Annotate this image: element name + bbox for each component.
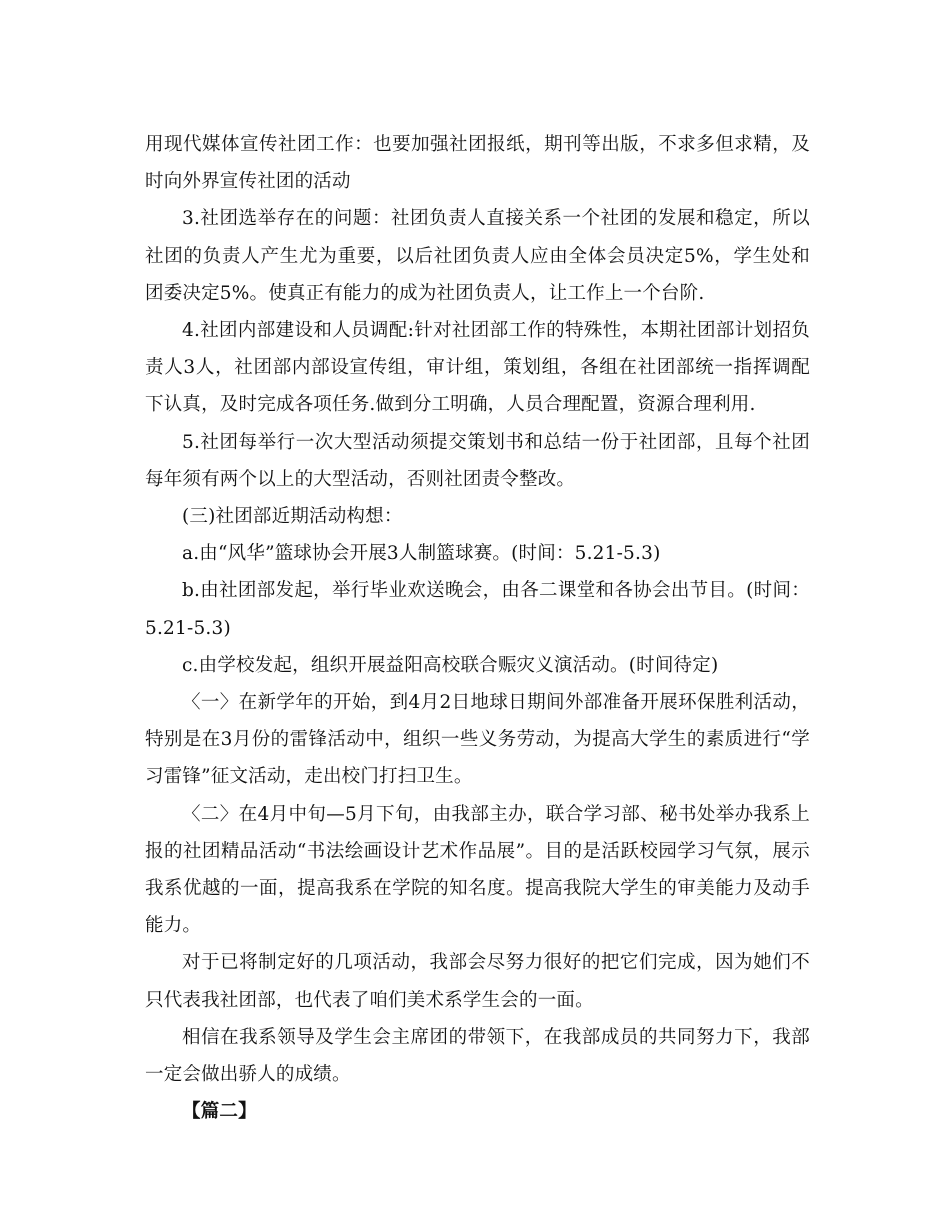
section-title: 【篇二】 — [182, 1101, 257, 1123]
paragraph-section-three: (三)社团部近期活动构想： — [182, 506, 403, 528]
paragraph-item-4: 4.社团内部建设和人员调配:针对社团部工作的特殊性，本期社团部计划招负责人3人，社团部内部设宣传组，审计组，策划组，各组在社团部统一指挥调配下认真，及时完成各项任务.做到分工明确，人员合理配置，资源合理利用. — [145, 320, 810, 416]
paragraph-item-5: 5.社团每举行一次大型活动须提交策划书和总结一份于社团部，且每个社团每年须有两个以上的大型活动，否则社团责令整改。 — [145, 431, 810, 490]
paragraph-item-3: 3.社团选举存在的问题：社团负责人直接关系一个社团的发展和稳定，所以社团的负责人产生尤为重要，以后社团负责人应由全体会员决定5%，学生处和团委决定5%。使真正有能力的成为社团负责人，让工作上一个台阶. — [145, 208, 810, 304]
paragraph-plan-two: 〈二〉在4月中旬—5月下旬，由我部主办，联合学习部、秘书处举办我系上报的社团精品活动“书法绘画设计艺术作品展”。目的是活跃校园学习气氛，展示我系优越的一面，提高我系在学院的知名度。提高我院大学生的审美能力及动手能力。 — [145, 803, 810, 937]
document-body — [145, 126, 810, 1130]
paragraph-activity-c: c.由学校发起，组织开展益阳高校联合赈灾义演活动。(时间待定) — [182, 654, 719, 676]
paragraph-intro: 用现代媒体宣传社团工作：也要加强社团报纸，期刊等出版，不求多但求精，及时向外界宣传社团的活动 — [145, 134, 810, 193]
paragraph-plan-one: 〈一〉在新学年的开始，到4月2日地球日期间外部准备开展环保胜利活动，特别是在3月份的雷锋活动中，组织一些义务劳动，为提高大学生的素质进行“学习雷锋”征文活动，走出校门打扫卫生。 — [145, 692, 810, 788]
paragraph-closing: 相信在我系领导及学生会主席团的带领下，在我部成员的共同努力下，我部一定会做出骄人的成绩。 — [145, 1026, 810, 1086]
paragraph-commitment: 对于已将制定好的几项活动，我部会尽努力很好的把它们完成，因为她们不只代表我社团部，也代表了咱们美术系学生会的一面。 — [145, 952, 810, 1011]
paragraph-activity-b: b.由社团部发起，举行毕业欢送晚会，由各二课堂和各协会出节目。(时间：5.21-5.3) — [145, 580, 810, 639]
paragraph-activity-a: a.由“风华”篮球协会开展3人制篮球赛。(时间：5.21-5.3) — [182, 543, 661, 565]
